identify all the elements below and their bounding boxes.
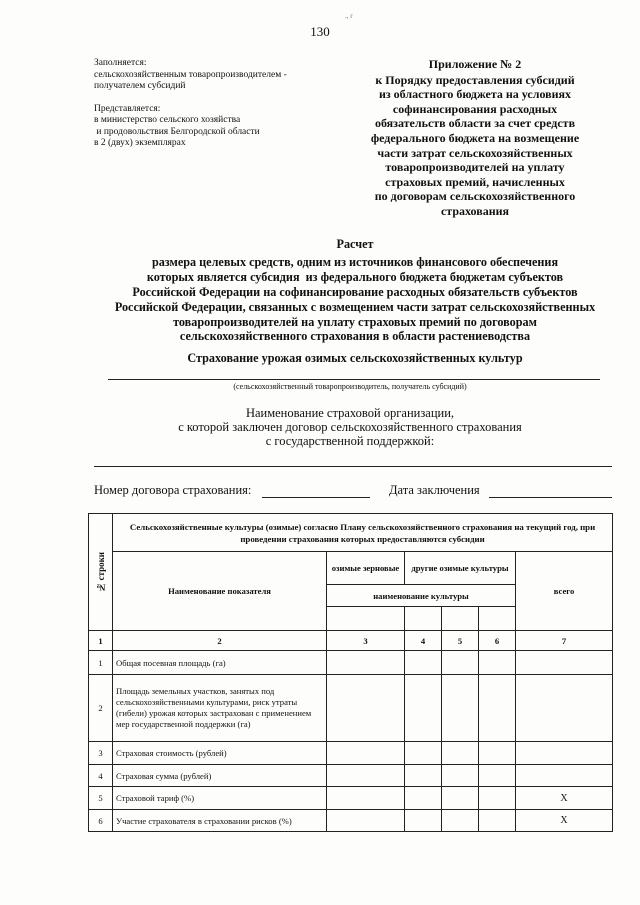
column-number: 3 (327, 631, 405, 651)
insurer-fill-line[interactable] (94, 466, 612, 467)
value-cell[interactable] (442, 675, 479, 742)
value-cell[interactable] (442, 765, 479, 787)
submitted-line-2: и продовольствия Белгородской области (94, 126, 260, 137)
value-cell[interactable] (405, 675, 442, 742)
value-cell[interactable] (442, 742, 479, 765)
row-number: 1 (89, 651, 113, 675)
contract-date-label: Дата заключения (389, 483, 480, 497)
producer-caption: (сельскохозяйственный товаропроизводитель, получатель субсидий) (233, 382, 467, 391)
filled-by-label: Заполняется: (94, 58, 147, 68)
total-cell[interactable] (516, 765, 613, 787)
column-number: 6 (479, 631, 516, 651)
total-cell[interactable] (516, 675, 613, 742)
total-header: всего (516, 552, 613, 631)
producer-fill-line[interactable] (108, 379, 600, 380)
calculation-line: товаропроизводителей на уплату страховых премий по договорам (173, 314, 537, 329)
value-cell[interactable] (327, 742, 405, 765)
value-cell[interactable] (442, 787, 479, 810)
table-row (89, 787, 613, 810)
crop-name-cell[interactable] (405, 607, 442, 631)
insurer-line: Наименование страховой организации, (245, 406, 455, 420)
crop-name-cell[interactable] (479, 607, 516, 631)
value-cell[interactable] (405, 810, 442, 832)
total-cell[interactable] (516, 742, 613, 765)
value-cell[interactable] (479, 675, 516, 742)
value-cell[interactable] (327, 651, 405, 675)
total-cell: X (516, 810, 613, 832)
row-no-header (89, 514, 113, 631)
row-number: 4 (89, 765, 113, 787)
column-number: 1 (89, 631, 113, 651)
row-no-header-text: № строки (95, 551, 106, 593)
value-cell[interactable] (405, 765, 442, 787)
value-cell[interactable] (405, 742, 442, 765)
calculation-line: которых является субсидия из федерального бюджета бюджетам субъектов (146, 269, 564, 284)
column-number: 7 (516, 631, 613, 651)
left-header (94, 58, 334, 150)
filled-by-line-1: сельскохозяйственным товаропроизводителем - (94, 69, 287, 80)
insurance-type: Страхование урожая озимых сельскохозяйственных культур (187, 351, 523, 365)
value-cell[interactable] (479, 651, 516, 675)
row-name: Общая посевная площадь (га) (113, 651, 327, 675)
value-cell[interactable] (405, 651, 442, 675)
row-number: 5 (89, 787, 113, 810)
appendix-line: федерального бюджета на возмещение (370, 130, 580, 145)
crop-name-cell[interactable] (442, 607, 479, 631)
appendix-line: страховых премий, начисленных (385, 174, 565, 189)
appendix-line: из областного бюджета на условиях (378, 87, 572, 102)
insurer-line: с государственной поддержкой: (265, 434, 435, 448)
crop-name-header: наименование культуры (327, 585, 516, 607)
row-name: Страховой тариф (%) (113, 787, 327, 810)
appendix-line: по договорам сельскохозяйственного (374, 189, 576, 204)
value-cell[interactable] (327, 810, 405, 832)
appendix-line: товаропроизводителей на уплату (385, 160, 565, 175)
value-cell[interactable] (479, 810, 516, 832)
total-cell: X (516, 787, 613, 810)
table-row (89, 651, 613, 675)
table-row (89, 810, 613, 832)
column-number: 5 (442, 631, 479, 651)
subsidy-table (88, 513, 613, 832)
row-number: 3 (89, 742, 113, 765)
corner-mark: ., r (345, 12, 353, 20)
value-cell[interactable] (479, 742, 516, 765)
crop-name-cell[interactable] (327, 607, 405, 631)
calculation-heading: Расчет (336, 237, 374, 251)
submitted-line-3: в 2 (двух) экземплярах (94, 138, 186, 148)
value-cell[interactable] (327, 787, 405, 810)
appendix-line: обязательств области за счет средств (374, 116, 576, 131)
contract-number-field[interactable] (262, 497, 370, 498)
row-number: 2 (89, 675, 113, 742)
value-cell[interactable] (327, 675, 405, 742)
calculation-line: сельскохозяйственного страхования в области растениеводства (179, 329, 531, 344)
appendix-line: части затрат сельскохозяйственных (377, 145, 573, 160)
row-name: Участие страхователя в страховании рисков (%) (113, 810, 327, 832)
appendix-line: софинансирования расходных (392, 101, 558, 116)
insurer-line: с которой заключен договор сельскохозяйственного страхования (178, 420, 522, 434)
row-name: Страховая стоимость (рублей) (113, 742, 327, 765)
appendix-line: к Порядку предоставления субсидий (375, 72, 575, 87)
group-header: Сельскохозяйственные культуры (озимые) согласно Плану сельскохозяйственного страхования на текущий год, при проведении страхования которых предоставляются субсидии (113, 514, 613, 552)
calculation-line: Российской Федерации, связанных с возмещением части затрат сельскохозяйственных (114, 299, 596, 314)
indicator-header: Наименование показателя (113, 552, 327, 631)
table-row (89, 742, 613, 765)
submitted-label: Представляется: (94, 103, 161, 114)
filled-by-line-2: получателем субсидий (94, 81, 186, 91)
value-cell[interactable] (405, 787, 442, 810)
table-row (89, 765, 613, 787)
calculation-line: Российской Федерации на софинансирование расходных обязательств субъектов (132, 284, 578, 299)
column-number: 4 (405, 631, 442, 651)
appendix-header (352, 57, 598, 219)
row-name: Страховая сумма (рублей) (113, 765, 327, 787)
winter-grain-header: озимые зерновые (327, 552, 405, 585)
value-cell[interactable] (442, 651, 479, 675)
value-cell[interactable] (327, 765, 405, 787)
other-crops-header: другие озимые культуры (405, 552, 516, 585)
row-name: Площадь земельных участков, занятых под сельскохозяйственными культурами, риск утраты (гибели) урожая которых застрахован с применением мер государственной поддержки (га) (113, 675, 327, 742)
calculation-title (60, 237, 640, 344)
value-cell[interactable] (442, 810, 479, 832)
contract-number-label: Номер договора страхования: (94, 483, 252, 497)
calculation-line: размера целевых средств, одним из источников финансового обеспечения (151, 254, 559, 269)
appendix-title: Приложение № 2 (428, 57, 522, 71)
insurer-block (100, 406, 600, 448)
value-cell[interactable] (479, 787, 516, 810)
value-cell[interactable] (479, 765, 516, 787)
table-row (89, 675, 613, 742)
contract-date-field[interactable] (489, 497, 612, 498)
page-number: 130 (310, 24, 330, 39)
row-number: 6 (89, 810, 113, 832)
appendix-line: страхования (440, 203, 510, 218)
column-number: 2 (113, 631, 327, 651)
total-cell[interactable] (516, 651, 613, 675)
submitted-line-1: в министерство сельского хозяйства (94, 115, 241, 125)
